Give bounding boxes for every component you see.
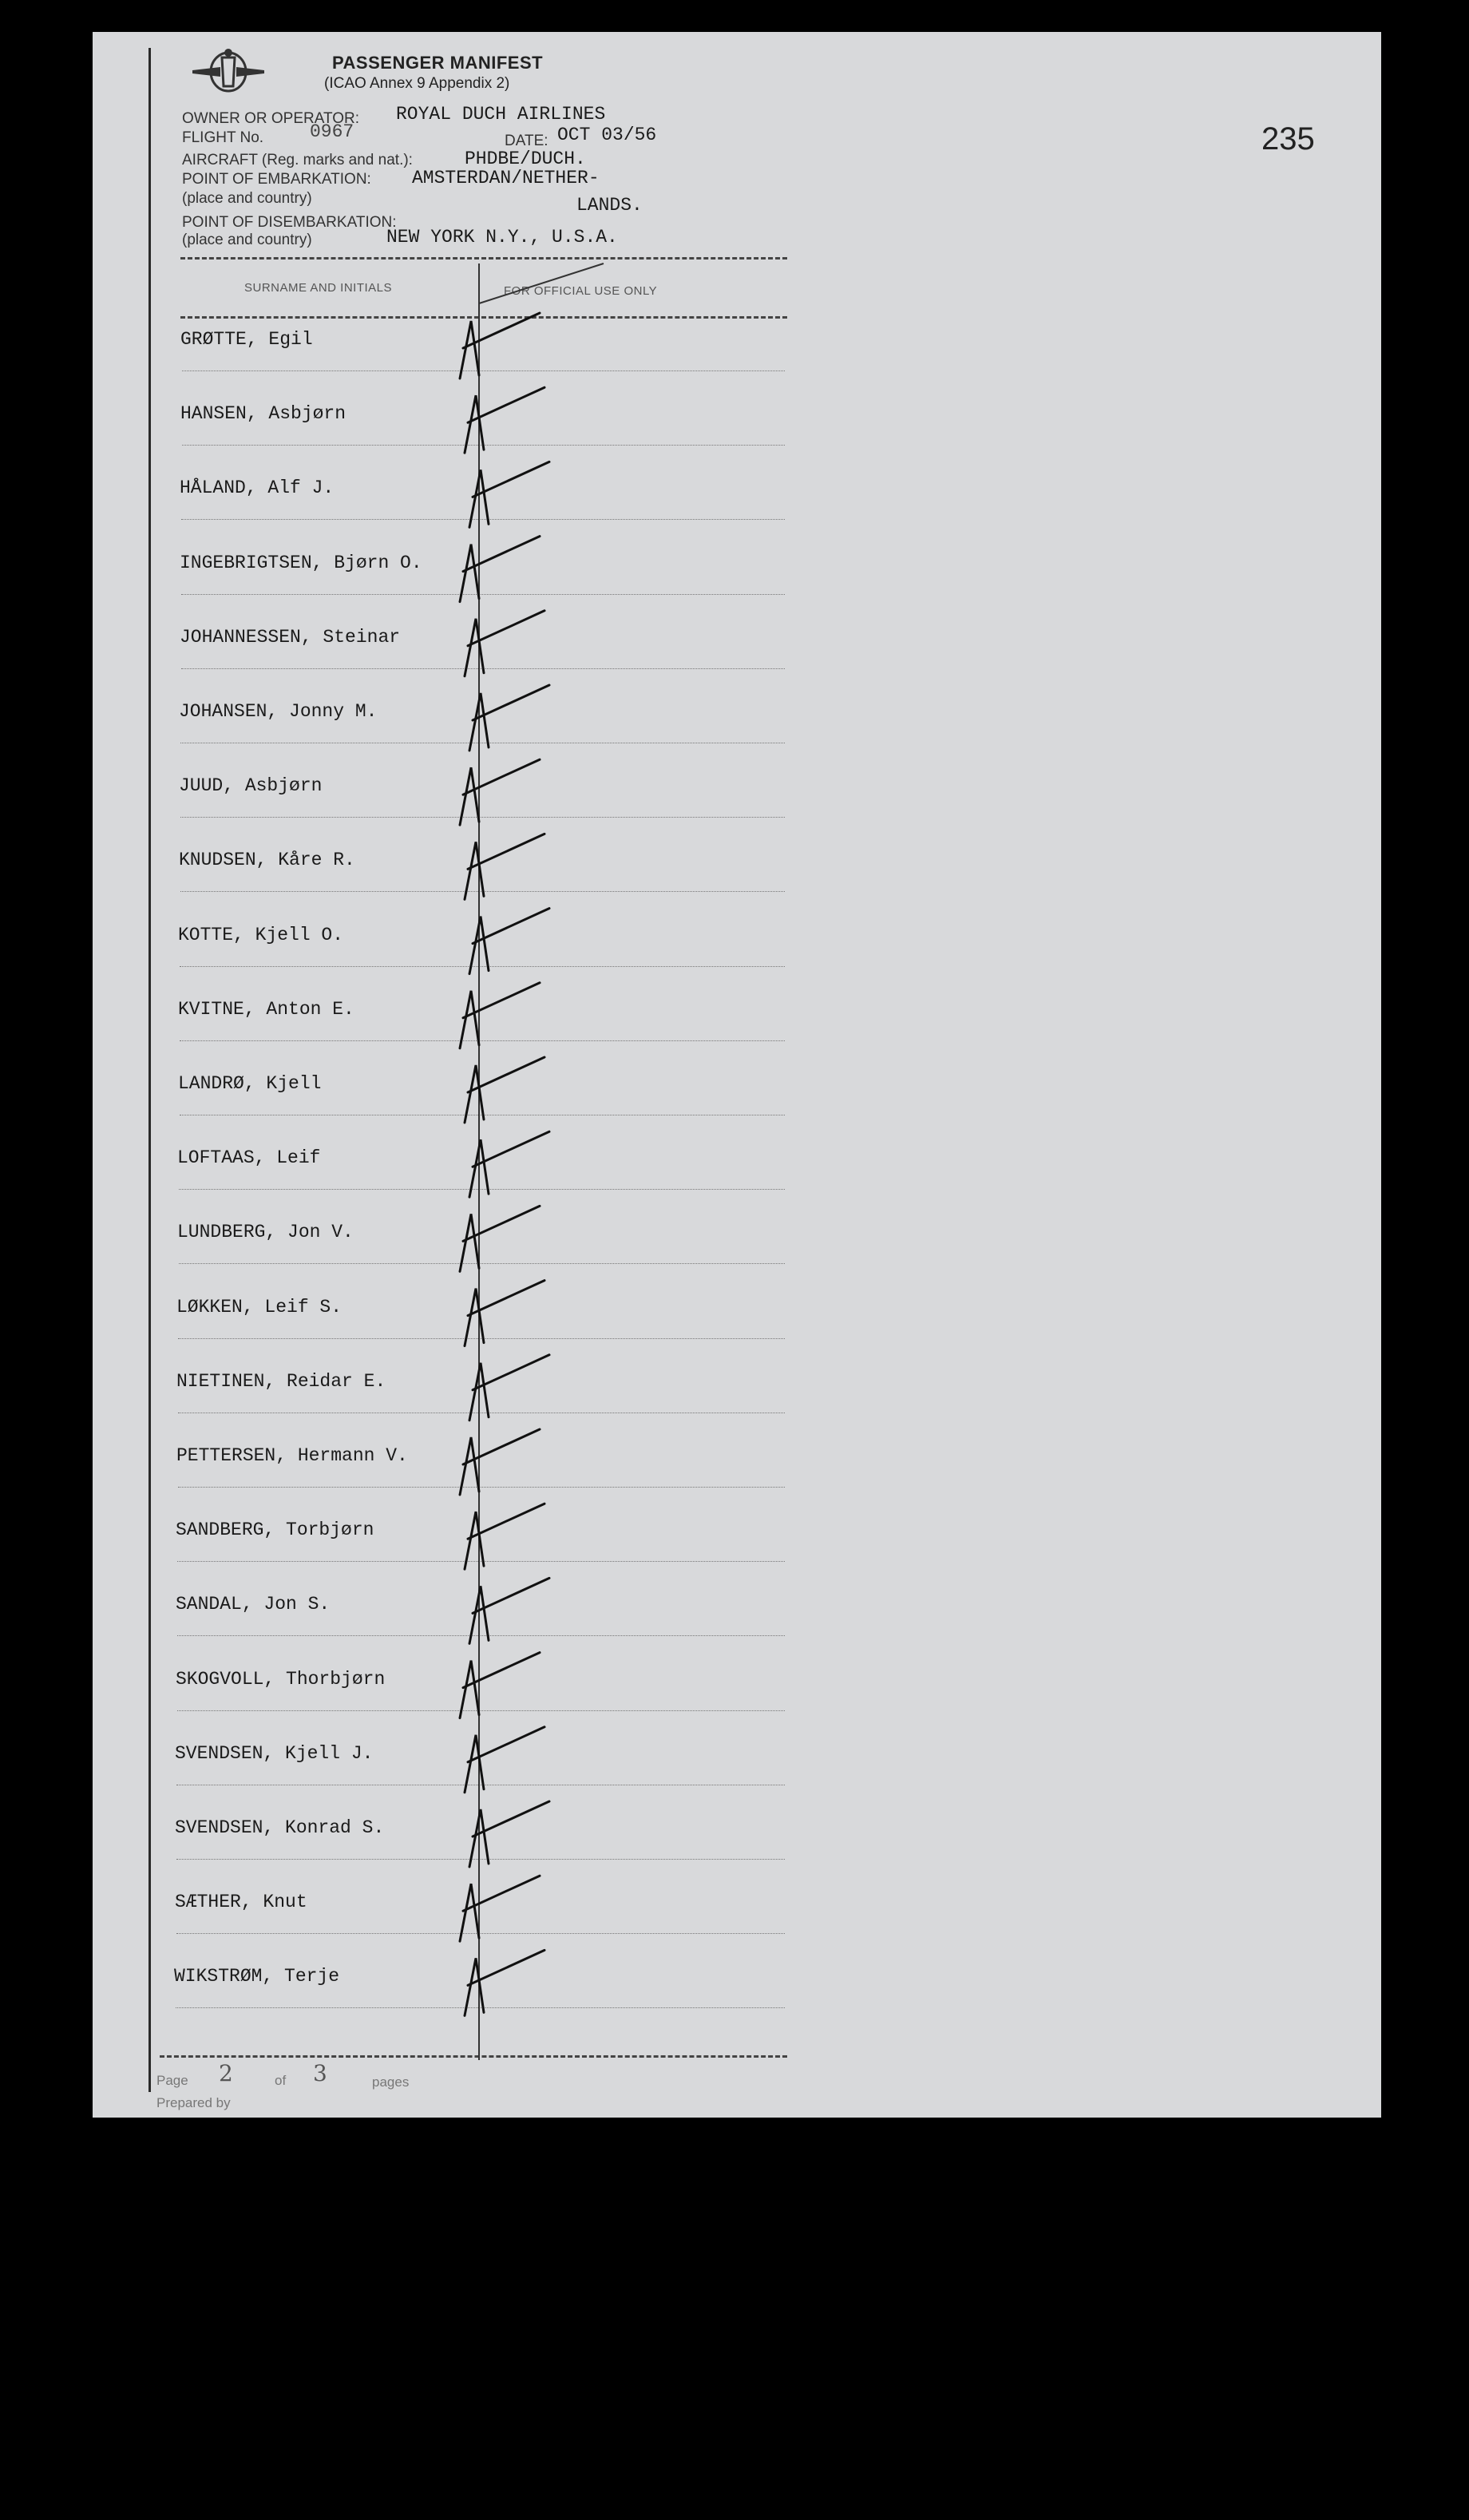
passenger-name: LØKKEN, Leif S. <box>176 1296 343 1317</box>
checkmark <box>469 1355 549 1420</box>
checkmark <box>460 313 540 378</box>
pages-label: pages <box>372 2074 410 2090</box>
aircraft-value: PHDBE/DUCH. <box>465 149 586 169</box>
passenger-name: JUUD, Asbjørn <box>179 775 323 797</box>
passenger-name: SANDBERG, Torbjørn <box>176 1520 374 1541</box>
passenger-name: SÆTHER, Knut <box>175 1892 307 1913</box>
checkmark <box>460 983 540 1048</box>
date-value: OCT 03/56 <box>557 125 657 145</box>
checkmark <box>469 1131 549 1197</box>
embark-value-cont: LANDS. <box>576 195 643 216</box>
checkmark <box>460 759 540 825</box>
disembark-value: NEW YORK N.Y., U.S.A. <box>386 227 618 248</box>
checkmark <box>460 537 540 602</box>
owner-value: ROYAL DUCH AIRLINES <box>396 104 606 125</box>
handwritten-checkmarks <box>93 32 1381 2118</box>
checkmark <box>465 1727 544 1793</box>
checkmark <box>465 1281 544 1346</box>
checkmark <box>465 1950 544 2015</box>
checkmark <box>460 1653 540 1718</box>
disembark-label: POINT OF DISEMBARKATION: <box>182 214 397 231</box>
passenger-name: JOHANSEN, Jonny M. <box>179 701 378 722</box>
passenger-name: LANDRØ, Kjell <box>178 1073 322 1094</box>
passenger-name: WIKSTRØM, Terje <box>174 1966 340 1987</box>
date-label: DATE: <box>505 133 548 149</box>
checkmark <box>469 1801 549 1867</box>
flight-value: 0967 <box>310 121 354 142</box>
checkmark <box>460 1429 540 1495</box>
checkmark <box>465 834 544 899</box>
column-header-surname: SURNAME AND INITIALS <box>244 281 393 295</box>
passenger-name: LOFTAAS, Leif <box>177 1147 321 1169</box>
column-header-official: FOR OFFICIAL USE ONLY <box>504 284 658 298</box>
prepared-label: Prepared by <box>156 2095 231 2110</box>
checkmark <box>460 1206 540 1271</box>
checkmark <box>465 611 544 676</box>
embark-label: POINT OF EMBARKATION: <box>182 171 371 188</box>
embark-value: AMSTERDAN/NETHER- <box>412 168 600 188</box>
checkmark <box>469 1578 549 1643</box>
aircraft-label: AIRCRAFT (Reg. marks and nat.): <box>182 152 413 168</box>
passenger-name: SVENDSEN, Kjell J. <box>175 1742 374 1764</box>
page-value: 2 <box>219 2060 233 2086</box>
passenger-name: PETTERSEN, Hermann V. <box>176 1445 408 1466</box>
passenger-name: KNUDSEN, Kåre R. <box>179 850 355 871</box>
checkmark <box>469 685 549 751</box>
checkmark <box>465 1504 544 1569</box>
passenger-name: SANDAL, Jon S. <box>176 1594 331 1615</box>
passenger-name: HANSEN, Asbjørn <box>180 403 346 425</box>
disembark-place-label: (place and country) <box>182 232 312 248</box>
checkmark <box>469 909 549 974</box>
passenger-name: JOHANNESSEN, Steinar <box>180 626 401 648</box>
embark-place-label: (place and country) <box>182 190 312 207</box>
manifest-sheet <box>93 32 1381 2118</box>
passenger-name: KOTTE, Kjell O. <box>178 924 344 945</box>
official-strike-line <box>479 263 604 303</box>
of-value: 3 <box>313 2060 327 2086</box>
passenger-name: HÅLAND, Alf J. <box>180 477 335 499</box>
passenger-name: LUNDBERG, Jon V. <box>177 1222 354 1243</box>
passenger-name: SKOGVOLL, Thorbjørn <box>176 1668 386 1690</box>
page-stamp-number: 235 <box>1261 121 1315 157</box>
of-label: of <box>275 2073 287 2088</box>
passenger-name: GRØTTE, Egil <box>180 329 313 350</box>
checkmark <box>469 462 549 527</box>
checkmark <box>465 387 544 453</box>
form-subtitle: (ICAO Annex 9 Appendix 2) <box>324 75 510 92</box>
form-title: PASSENGER MANIFEST <box>332 53 544 73</box>
passenger-name: SVENDSEN, Konrad S. <box>175 1817 385 1838</box>
owner-label: OWNER OR OPERATOR: <box>182 110 360 127</box>
flight-label: FLIGHT No. <box>182 129 264 146</box>
checkmark <box>465 1057 544 1123</box>
passenger-name: NIETINEN, Reidar E. <box>176 1370 386 1392</box>
passenger-name: INGEBRIGTSEN, Bjørn O. <box>180 552 422 573</box>
page-label: Page <box>156 2073 188 2088</box>
passenger-name: KVITNE, Anton E. <box>178 998 354 1020</box>
checkmark <box>460 1876 540 1941</box>
